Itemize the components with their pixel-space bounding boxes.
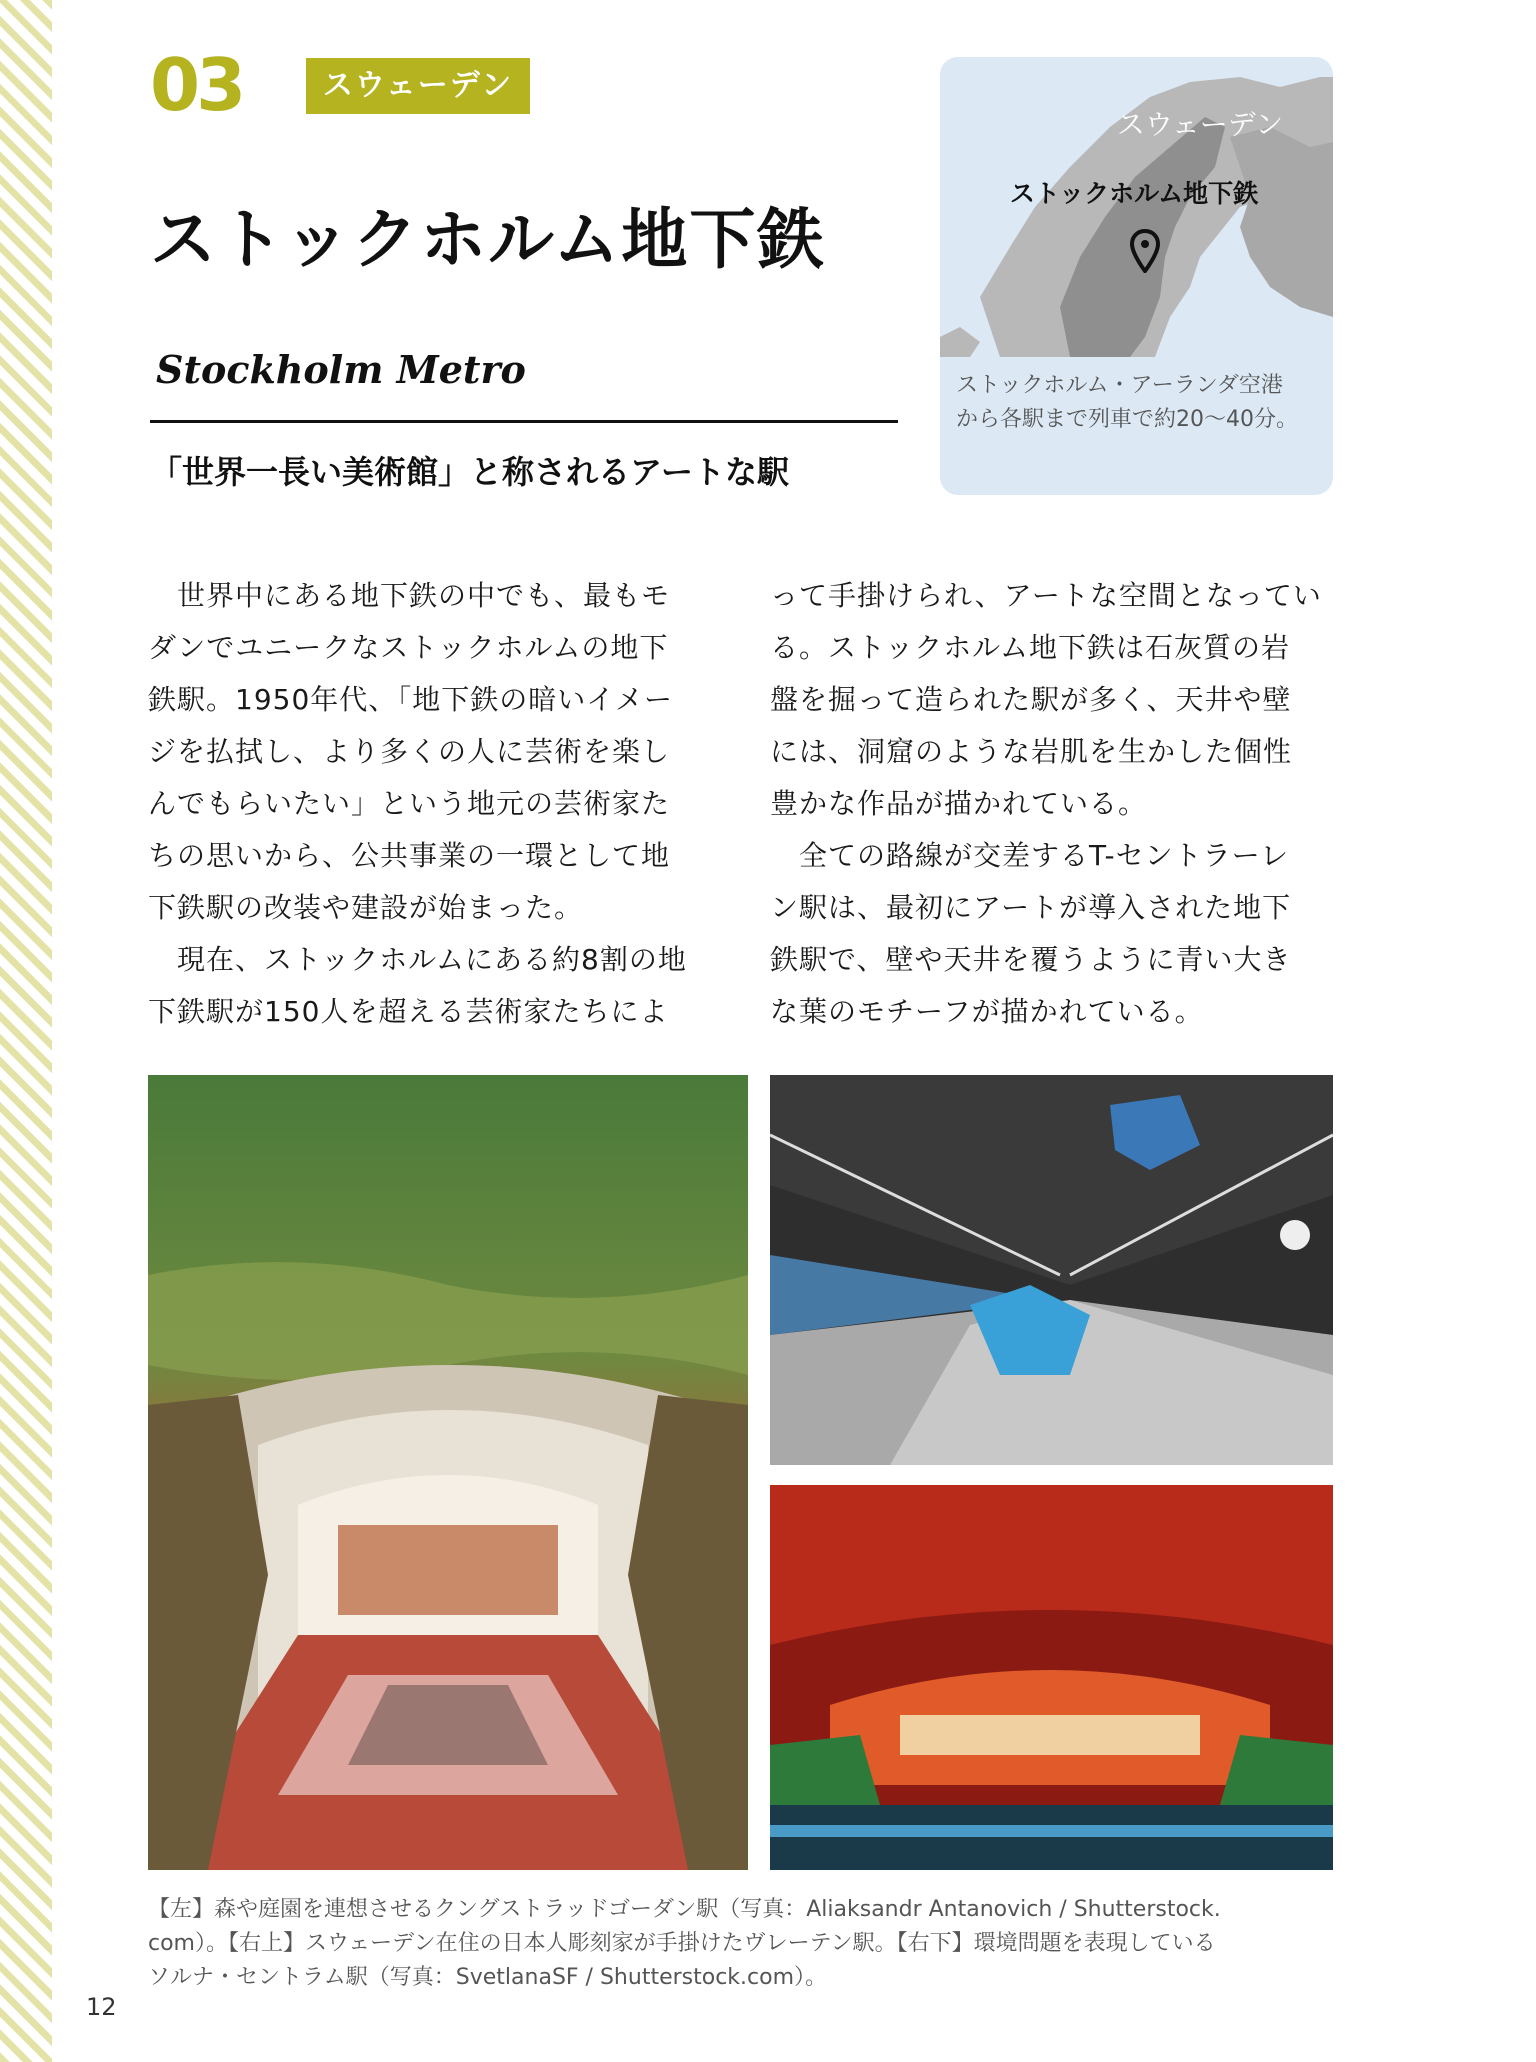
body-text-right: って手掛けられ、アートな空間となってい る。ストックホルム地下鉄は石灰質の岩 盤を掘って造られた駅が多く、天井や壁 には、洞窟のような岩肌を生かした個性 豊かな作品が描かれている。 全ての路線が交差するT-セントラーレ ン駅は、最初にアートが導入された地下 鉄駅で、壁や天井を覆うように青い大き な葉のモチーフが描かれている。	[770, 579, 1322, 1028]
body-text-left: 世界中にある地下鉄の中でも、最もモ ダンでユニークなストックホルムの地下 鉄駅。1950年代、「地下鉄の暗いイメー ジを払拭し、より多くの人に芸術を楽し んでもらいたい」という地元の芸術家た ちの思いから、公共事業の一環として地 下鉄駅の改装や建設が始まった。 現在、ストックホルムにある約8割の地 下鉄駅が150人を超える芸術家たちによ	[148, 579, 687, 1028]
page-number: 12	[86, 1993, 117, 2021]
photo-vreten-station	[770, 1075, 1333, 1465]
map-pin-icon	[1130, 229, 1160, 273]
photo-kungstradgarden-station	[148, 1075, 748, 1870]
map-card	[940, 57, 1333, 495]
map-city-label: ストックホルム地下鉄	[1009, 179, 1259, 208]
country-tag: スウェーデン	[306, 58, 530, 114]
lead-heading: 「世界一長い美術館」と称されるアートな駅	[150, 453, 790, 491]
section-number: 03	[150, 43, 243, 127]
photo-solna-centrum-station	[770, 1485, 1333, 1870]
map-country-label: スウェーデン	[1116, 108, 1284, 141]
photo-caption: 【左】森や庭園を連想させるクングストラッドゴーダン駅（写真：Aliaksandr Antanovich / Shutterstock. com）。【右上】スウェーデン在住の日本人彫刻家が手掛けたヴレーテン駅。【右下】環境問題を表現している ソルナ・セントラム駅（写真：SvetlanaSF / Shutterstock.com）。	[148, 1897, 1221, 1990]
title-divider	[150, 420, 898, 423]
page-title: ストックホルム地下鉄	[150, 201, 826, 278]
english-subtitle: Stockholm Metro	[156, 347, 526, 392]
decorative-stripe	[0, 0, 52, 2062]
map-access-note: ストックホルム・アーランダ空港 から各駅まで列車で約20〜40分。	[956, 373, 1298, 432]
